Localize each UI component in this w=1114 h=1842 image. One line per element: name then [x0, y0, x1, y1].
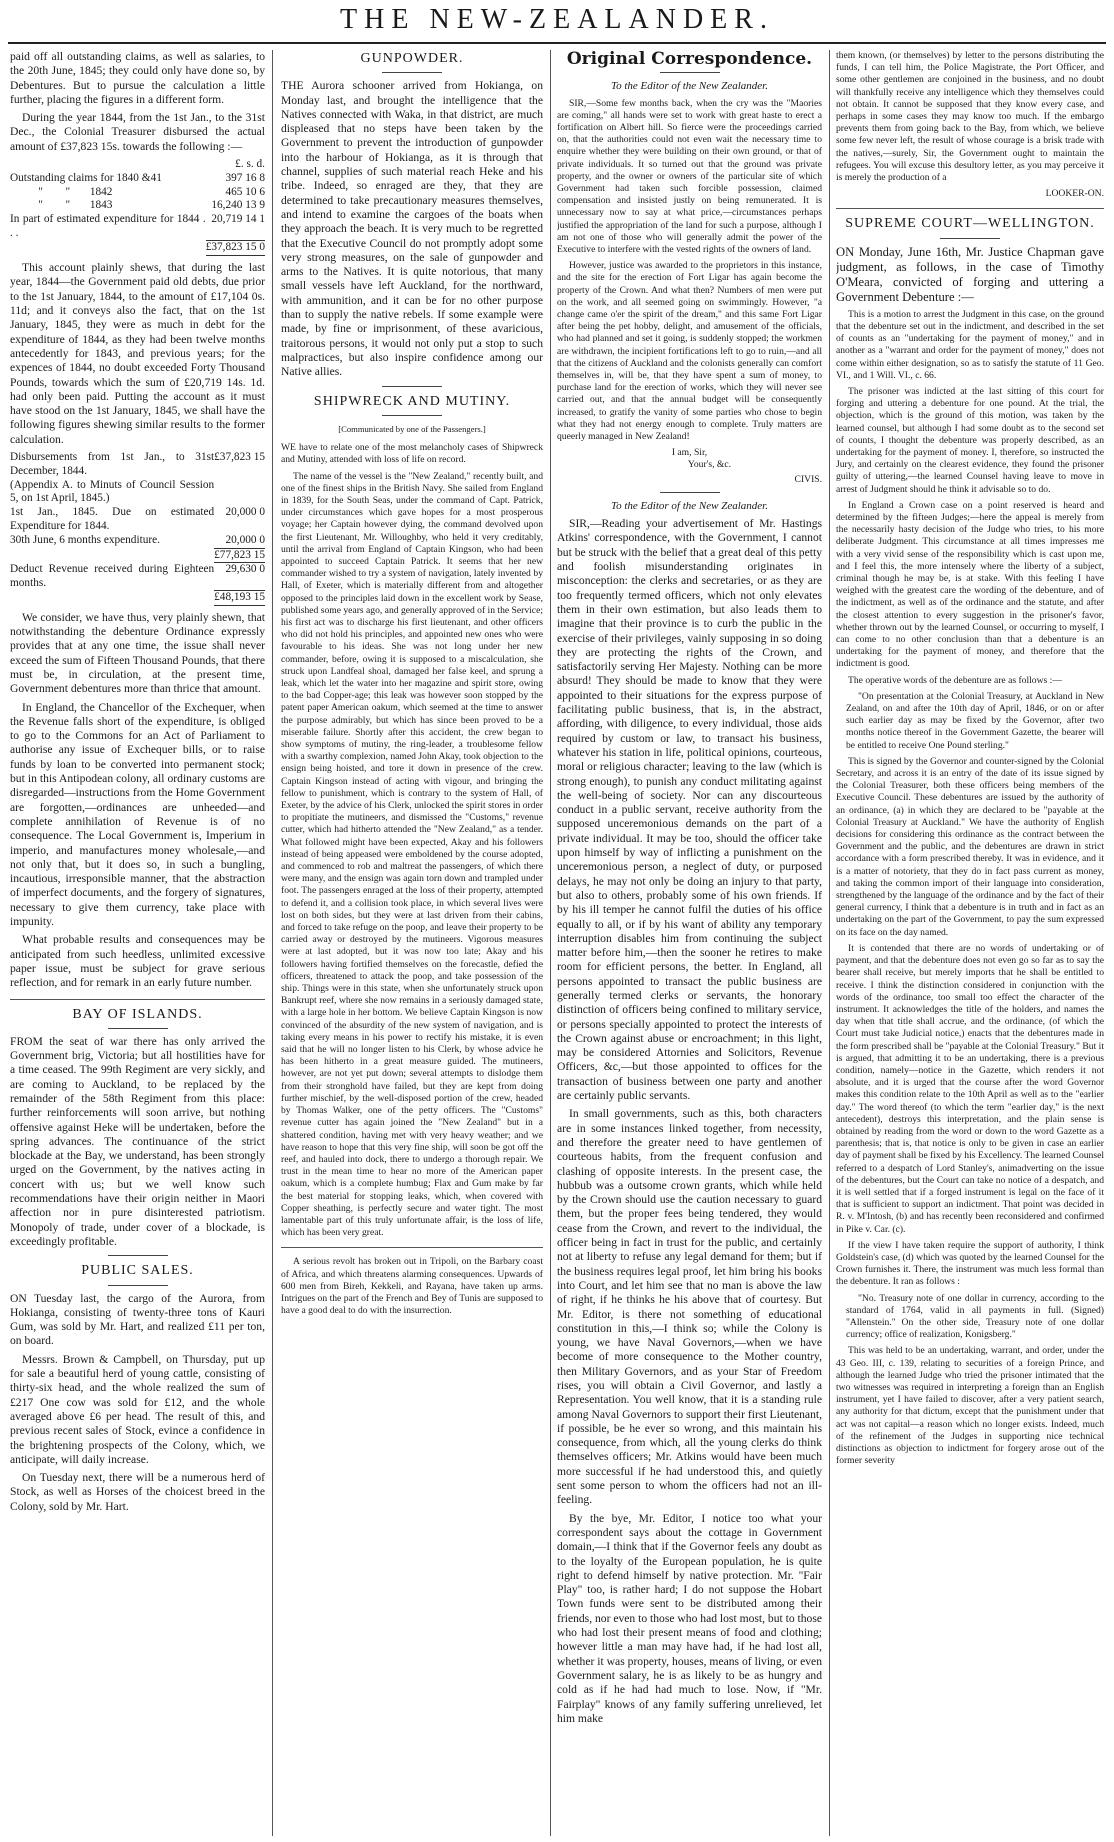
paragraph: A serious revolt has broken out in Tripoli, on the Barbary coast of Africa, and which threatens alarming consequences. Upwards of 600 men from Bireh, Kekkeli, and Rayana, have taken up arms. Intrigues on the part of the French and Bey of Tunis are supposed to have a good deal to do with the insurrection. [281, 1256, 543, 1317]
divider [108, 1028, 168, 1029]
paragraph: FROM the seat of war there has only arrived the Government brig, Victoria; but all hostilities have for a time ceased. The 99th Regiment are very sickly, and are coming to Auckland, to be replaced by the remainder of the 58th Regiment from this place: further reinforcements will soon arrive, but nothing offensive against Heke will be undertaken, before the spring advances. The continuance of the strict blockade at the Bay, we understand, has been strongly urged on the Government, by the natives acting in concert with us; but we well know such recommendations have their origin neither in Maori affection nor in pure disinterested patriotism. Monopoly of trade, under cover of a blockade, is exceedingly profitable. [10, 1034, 265, 1248]
letter-signature: CIVIS. [794, 473, 822, 485]
total-amount: £37,823 15 0 [206, 241, 265, 256]
table-row: In part of estimated expenditure for 1844 . . . 20,719 14 1 [10, 213, 265, 240]
subtotal-amount: £77,823 15 [214, 548, 265, 563]
paragraph: ON Tuesday last, the cargo of the Aurora, from Hokianga, consisting of twenty-three tons of Kauri Gum, was sold by Mr. Hart, and realized £11 per ton, on board. [10, 1291, 265, 1348]
divider [660, 72, 720, 73]
divider [382, 415, 442, 416]
quotation: "On presentation at the Colonial Treasury, at Auckland in New Zealand, on and after the 10th day of April, 1846, or on or after such earlier day as may be fixed by the Governor, after two months notice thereof in the Government Gazette, the bearer will be entitled to receive One Pound sterling." [846, 690, 1104, 751]
paragraph: WE have to relate one of the most melancholy cases of Shipwreck and Mutiny, attended with loss of life on record. [281, 442, 543, 466]
paragraph: SIR,—Some few months back, when the cry was the "Maories are coming," all hands were set to work with great haste to erect a fortification on Albert hill. So fierce were the proceedings carried on, that the authorities could not even wait the necessary time to enquire whether they were building on their own ground, or that of private individuals. It so turned out that the ground was private property, and the owner or owners of the particular site of which Government had taken such forcible possession, claimed compensation and insisted justly on being remunerated. It is unnecessary now to say at what price,—circumstances perhaps justified the appropriation of the land for such a purpose, although I am not one of those who will generally admit the power of the Executive to interfere with the vested rights of the owners of land. [557, 97, 822, 256]
table-row: " " 1843 16,240 13 9 [10, 199, 265, 212]
divider [108, 1285, 168, 1286]
paragraph: The name of the vessel is the "New Zealand," recently built, and one of the finest ships in the British Navy. She sailed from England in 1839, for the South Seas, under the command of Capt. Patrick, under circumstances which gave hopes for a most prosperous voyage; her Captain however dying, the command devolved upon the first Lieutenant, Mr. Willoughby, who held it very creditably, until the arrival from England of Captain Kingson, who had been appointed to succeed Captain Patrick. It seems that her new commander wished to try a system of navigation, lately invented by Hall, of Exeter, which is materially different from and altogether opposed to the principles laid down in the excellent work by Sease, published some years ago, and generally approved of in the Service; his first act was to discharge his first lieutenant, and other officers who did not hold his principles, and appointed new ones who were favourable to his ideas. She was not long under her new commander, before, owing it is supposed to a miscalculation, she struck upon Landfeal shoal, damaged her false keel, and sprung a leak, which let the water into her magazine and spirit store, owing to the bad Copper-age; this leak was however soon stopped by the patent paper American oakum, which seemed at the time to answer the purpose admirably, but which has since been proved to be a miserable failure. Shortly after this accident, the crew began to show symptoms of mutiny, the ring-leader, a troublesome fellow with a swarthy complexion, named John Akay, took objection to the ensign being hoisted, and tore it down in presence of the crew. Captain Kingson instead of acting with vigour, and bringing the fellow to punishment, which is contrary to the system of Hall, of Exeter, by the advice of his Clerk, unlocked the spirit stores in order to propitiate the mutineers, and dismissed the "Customs," revenue cutter, which had hitherto attended the "New Zealand," as a tender. What followed might have been expected, Akay and his followers instead of being appeased were emboldened by the course adopted, and commenced to rob and maltreat the passengers, of which there were many, and the ensign was again torn down and trampled under foot. The passengers enraged at the loss of their property, attempted to defend it, and a collision took place, in which several lives were lost on both sides, but they were at last driven from their cabins, and forced to take refuge on the poop, and leave their property to be carried away or destroyed by the mutineers. Vigorous measures were at last adopted, but it was now too late; Akay and his followers having fortified themselves on the forecastle, defied the officers, threatened to attack the poop, and take possession of the ship. Things were in this state, when she unfortunately struck upon Bankrupt reef, where she now remains in a seriously damaged state, with a large hole in her bottom. We believe Captain Kingson is now convinced of the absurdity of the new system of navigation, and is taking every means in his power to rectify his mistake, it is even said that he will no longer listen to his Clerk, by whose advice he has been hitherto in a great measure guided. The mutineers, however, are not yet put down; several attempts to dislodge them from their stronghold have failed, but they are kept from doing further mischief, by the well-disposed portion of the crew, headed by Thomas Walker, one of the petty officers. The "Customs" revenue cutter has again joined the "New Zealand" but in a shattered condition, having met with very heavy weather; and we have reason to hope that this very fine ship, will soon be got off the reef, and hauled into dock, there to undergo a thorough repair. We trust in the mean time to hear no more of the American paper oakum, which is a complete humbug; Flax and Gum make by far the best material for stopping leaks, which, when covered with Copper sheathing, is perfectly secure and water tight. The most lamentable part of this truly unfortunate affair, is the loss of life, which has been very great. [281, 470, 543, 1239]
lead-paragraph: ON Monday, June 16th, Mr. Justice Chapman gave judgment, as follows, in the case of Timothy O'Meara, convicted of forging and uttering a Government Debenture :— [836, 244, 1104, 304]
paragraph: However, justice was awarded to the proprietors in this instance, and the site for the erection of Fort Ligar has again become the property of the Crown. And what then? Numbers of men were put on the work, and all seemed going on swimmingly. However, "a change came o'er the spirit of the dream," and this same Fort Ligar after being the pet hobby, delight, and amusement of the officials, who had planned and set it going, is suddenly stopped; the workmen are withdrawn, the incipient fortifications left to go to ruin,—and all that the citizens of Auckland and the colonists generally can comfort themselves in, will be, that they have spent a sum of money, to purchase land for the erection of works, which they will never see carried out, and that the annual budget will be consequently increased, to gratify the vanity of some parties who chose to begin what they had not energy enough to complete. Truly matters are queerly managed in New Zealand! [557, 260, 822, 443]
table-row: Disbursements from 1st Jan., to 31st December, 1844. £37,823 15 [10, 451, 265, 477]
table-row: (Appendix A. to Minuts of Council Session 5, on 1st April, 1845.) [10, 478, 215, 505]
divider [940, 238, 1000, 239]
column-1 [10, 50, 265, 1836]
letter-address: To the Editor of the New Zealander. [611, 499, 768, 512]
letter-signature: LOOKER-ON. [1045, 188, 1104, 200]
paragraph: What probable results and consequences may be anticipated from such heedless, unlimited excessive paper issue, must be subject for grave serious reflection, and for remark in an early future number. [10, 933, 265, 990]
paragraph: It is contended that there are no words of undertaking or of payment, and that the debenture does not even go so far as to say the bearer shall receive, but merely imports that he shall be entitled to receive. I think the distinction considered in conjunction with the words of the ordinance, too small too effect the character of the instrument. It acknowledges the title of the holders, and names the day when that title shall accrue, and the ordinance, (of which the Court must take Judicial notice,) enacts that the debentures made in the form prescribed shall be "payable at the Colonial Treasury." But it is argued, that admitting it to be an undertaking, there is a previous condition, namely—notice in the Gazette, which renders it not absolute, and it is urged that the course after the word Governor makes this condition relate to the 10th April as well as to the "earlier day." The word thereof (to which the term "earlier day," is the next antecedent), destroys this interpretation, and the plain sense is obtained by reading from the word or down to the word Gazette as a parenthesis; that is, that notice is only to be given in case an earlier day of payment shall be fixed by his Excellency. The learned Counsel referred to a despatch of Lord Stanley's, animadverting on the issue of the debentures, but the Court can take no notice of a despatch, and it is well settled that if a forged instrument is legal on the face of it that is sufficient to support an indictment. That point was decided in R. v. M'Intosh, (b) and has recently been reconsidered and confirmed in Pike v. Car. (c). [836, 942, 1104, 1235]
paragraph: In England a Crown case on a point reserved is heard and determined by the fifteen Judges;—here the appeal is merely from the necessarily hasty decision of the Judge who tries, to his more deliberate Judgment. This circumstance at all times impresses me with a very vivid sense of the responsibility which is cast upon me, and I feel this, the more intensely where the liberty of a subject, criminal though he may be, is at stake. With this feeling I have weighed with the greatest care the wording of the debenture, and of the indictment, as well as of the ordinance and the statute, and after the closest attention to every suggestion in the prisoner's favor, whether thrown out by the learned Counsel, or occurring to myself, I can come to no other conclusion than that a debenture is an undertaking for the payment of money, and therefore that the indictment is good. [836, 499, 1104, 670]
masthead-rule [8, 42, 1106, 44]
table-row: " " 1842 465 10 6 [10, 185, 265, 198]
letter-closing: I am, Sir, [671, 447, 708, 459]
paragraph: The operative words of the debenture are as follows :— [848, 674, 1062, 686]
section-heading: SUPREME COURT—WELLINGTON. [845, 216, 1095, 232]
section-heading: Original Correspondence. [566, 50, 813, 69]
divider [10, 999, 265, 1000]
paragraph: Messrs. Brown & Campbell, on Thursday, put up for sale a beautiful herd of young cattle, consisting of thirty-six head, and the whole realized the sum of £217 One cow was sold for £12, and the whole averaged above £6 per head. The result of this, and previous recent sales of Stock, evince a confidence in the brightening prospects of the Colony, which, we anticipate, will daily increase. [10, 1352, 265, 1466]
paragraph: SIR,—Reading your advertisement of Mr. Hastings Atkins' correspondence, with the Government, I cannot but be struck with the belief that a great deal of this petty and foolish misunderstanding originates in misconception: the clerks and secretaries, or as they are too frequently termed officers, which not only elevates them in their own estimation, but also leads them to imagine that their province is to curb the public in the exercise of their privileges, vainly supposing in so doing they are protecting the rights of the Crown, and satisfactorily serving Her Majesty. Nothing can be more absurd! They should be made to know that they were appointed to their situations for the express purpose of facilitating public business, that is, in the abstract, affording, with diligence, to every individual, those aids required by custom or law, to transact his business, whatever his station in life, political opinions, courteous, moral or religious character; leaving to the law (which is strong enough), to punish any conduct militating against the well-being of society. Nor can any discourteous conduct in a public servant, receive authority from the supposed unceremonious demands on the part of a private individual. It may be too, should the officer take upon himself by way of inflicting a punishment on the unceremonious person, a neglect of duty, or purposed delays, he may not only be doing an injury to that party, but also to others, probably some of his own friends. If by his ill temper he cannot fulfil the duties of his office equally to all, or if by his want of ability any temporary interruption disables him from continuing the subject matter before him,—then the sooner he retires to make room for efficient persons, the better. In England, all persons appointed to transact the public business are generally termed clerks or servants, the honorary distinction of officers being confined to military service, or persons specially appointed to protect the interests of the Crown against abuse or encroachment; in this light, may be considered Attornies and Solicitors, Revenue Officers, &c,—but those appointed to offices for the transaction of business between one party and another are certainly public servants. [557, 517, 822, 1103]
paragraph: During the year 1844, from the 1st Jan., to the 31st Dec., the Colonial Treasurer disbursed the actual amount of £37,823 15s. towards the following :— [10, 111, 265, 153]
paragraph: If the view I have taken require the support of authority, I think Goldstein's case, (d) which was quoted by the learned Counsel for the Crown furnishes it. There, the instrument was much less formal than the debenture. It ran as follows : [836, 1239, 1104, 1288]
paragraph: THE Aurora schooner arrived from Hokianga, on Monday last, and brought the intelligence that the Natives connected with Waka, in that district, are much displeased that no steps have been taken by the Government to prevent the introduction of gunpowder into the harbour of Hokianga, as it is through that channel, supplies of such material reach Heke and his tribe. Indeed, so enraged are they, that they are determined to take precautionary measures themselves, and intend to examine the cargoes of the boats when they approach the beach. It is very much to be regretted that the Executive Council do not promptly adopt some very strong measures, on the sale of gunpowder and arms to the Natives. It is quite notorious, that many small vessels have left Auckland, for the northward, with ammunition, and it can be for no other purpose than to supply the native rebels. If some example were made, by fine or imprisonment, of these avaricious, traitorous persons, it would not only put a stop to such malpractices, but also inspire confidence among our Native allies. [281, 79, 543, 379]
table-row: Deduct Revenue received during Eighteen months. 29,630 0 [10, 562, 265, 589]
section-heading: PUBLIC SALES. [81, 1263, 194, 1279]
paragraph: them known, (or themselves) by letter to the persons distributing the funds, I can tell him, the Police Magistrate, the Port Officer, and some other gentlemen are conjoined in the business, and no doubt will thankfully receive any intelligence which they themselves could not obtain. It cannot be supposed that they know every case, and perhaps in some cases they may know too much. If the embargo prevents them from going back to the Bay, from which, we believe some few never left, the result of whose courage is a brisk trade with the natives,—surely, Sir, the Government ought to maintain the refugees. You will excuse this desultory letter, as you may perceive it is merely the production of a [836, 50, 1104, 184]
column-rule [550, 50, 551, 1836]
paragraph: In small governments, such as this, both characters are in some instances linked together, from necessity, and therefore the greater need to have gentlemen of courteous habits, from the frequent confusion and clashing of opposite interests. In the present case, the hubbub was a outsome crown grants, which while held by the Crown should use the caution necessary to guard them, but the proper fees being tendered, they would cease from the Crown, and revert to the individual, the officer being in fact in trust for the public, and certainly not at liberty to refuse any legal demand for them; but if the business requires legal proof, let him bring his books into Court, and let him see that no man is above the law of right, if he thinks he his above that of courtesy. But Mr. Editor, is there not something of educational constitution in this,—I think so; while the Colony is young, we have Naval Governors,—when we have become of more consequence to the Mother country, then Military Governors, and as your Star of Freedom rises, you will obtain a Civil Governor, and lastly a Representation. You well know, that it is a standing rule among Naval Governors to support their first Lieutenant, if possible, be he ever so wrong, and this maintain his consequence, from which, all the young clerks do think themselves officers; Mr. Atkins would have been much more successful if he had understood this, and quietly sent some person to whom the officers had not an ill-feeling. [557, 1107, 822, 1507]
divider [281, 1247, 543, 1248]
table-row: 1st Jan., 1845. Due on estimated Expenditure for 1844. 20,000 0 [10, 506, 265, 532]
paragraph: In England, the Chancellor of the Exchequer, when the Revenue falls short of the expenditure, is obliged to go to the Commons for an Act of Parliament to authorise any issue of Exchequer bills, or to raise funds by loan to be converted into permanent stock; but in this Antipodean colony, all ordinary customs are disregarded—instructions from the Home Government are forgotten,—ordinances are unheeded—and complete annihilation of Revenue is of no consequence. The Local Government is, Imperium in imperio, and manufactures money wholesale,—and not only that, but it does so, in such a bungling, incautious, irresponsible manner, that the abstraction of imperfect documents, and the forgery of signatures, necessary to give them currency, take place with impunity. [10, 700, 265, 929]
paragraph: This is signed by the Governor and counter-signed by the Colonial Secretary, and across it is an entry of the date of its issue signed by the Colonial Treasurer, both these officers being members of the Executive Council. These debentures are issued by the authority of an ordinance, (a) in which they are declared to be "payable at the Colonial Treasury at Auckland." We have the authority of English decisions for considering this ordinance as the contract between the Government and the public, and the debentures are drawn in strict accordance with a form prescribed thereby. It was in evidence, and it is a matter of notoriety, that they do in fact pass current as money, and taking the common import of their language into consideration, strengthened by the language of the ordinance and by the fact of their general currency, I think that a debenture is in truth and in fact as an undertaking on the part of the Government, to pay the sum expressed on its face on the day named. [836, 755, 1104, 938]
paragraph: The prisoner was indicted at the last sitting of this court for forging and uttering a debenture for one pound. At the trial, the objection, which is the ground of this motion, was taken by the learned counsel, but although I had some doubt as to the second set of counts, I thought the debenture was properly described, as an undertaking for the payment of money. I, therefore, so instructed the Jury, and certainly on the clearest evidence, they found the prisoner guilty of uttering,—the learned Counsel having leave to move in arrest of Judgment should he think it advisable so to do. [836, 385, 1104, 495]
table-row: 30th June, 6 months expenditure. 20,000 0 [10, 533, 265, 546]
letter-closing: Your's, &c. [687, 459, 732, 471]
newspaper-title: THE NEW-ZEALANDER. [340, 4, 774, 35]
paragraph: By the bye, Mr. Editor, I notice too what your correspondent says about the cottage in Government domain,—I think that if the Governor feels any doubt as to the loyalty of the European population, he is quite right to defend himself by native protection. Mr. "Fair Play" too, is rather hard; I do not suppose the Hobart Town funds were sent to be distributed among their friends, nor even to those who had lost most, but to those who had lost their present means of food and clothing; however little a man may have had, if he had lost all, whether it was property, houses, means of living, or even Government salary, he is as likely to be as hungry and cold as if he had had much to lose. Now, if "Mr. Fairplay" knows of any family suffering unrelieved, let him make [557, 1511, 822, 1725]
section-heading: SHIPWRECK AND MUTINY. [313, 393, 511, 409]
accounts-table-2 [10, 451, 265, 606]
letter-address: To the Editor of the New Zealander. [611, 80, 768, 93]
quotation: "No. Treasury note of one dollar in currency, according to the standard of 1764, valid in all payments in full. (Signed) "Allenstein." On the other side, Treasury note of one dollar currency; office of realization, Konigsberg." [846, 1292, 1104, 1341]
divider [836, 208, 1104, 209]
table-row: Outstanding claims for 1840 &41 397 16 8 [10, 171, 265, 184]
paragraph: This account plainly shews, that during the last year, 1844—the Government paid old debts, due prior to the 1st January, 1844, to the amount of £17,104 0s. 11d; and it conveys also the fact, that on the 1st January, 1845, they were as much in debt for the expenditure of 1844, as they had been twelve months antecedently for 1843, and previous years; for the expences of 1844, no doubt exceeded Forty Thousand Pounds, towards which the sum of £20,719 14s. 1d. had only been paid. Putting the account as it must have stood on the 1st January, 1845, we shall have the following figures shewing similar results to the former calculation. [10, 261, 265, 446]
column-2 [281, 50, 543, 1836]
paragraph: paid off all outstanding claims, as well as salaries, to the 20th June, 1845; they could only have done so, by Debentures. But to pursue the calculation a little further, placing the figures in a different form. [10, 50, 265, 106]
section-heading: BAY OF ISLANDS. [72, 1006, 203, 1022]
column-4 [836, 50, 1104, 1836]
divider [660, 492, 720, 493]
divider [382, 386, 442, 387]
attribution-note: [Communicated by one of the Passengers.] [338, 423, 486, 434]
divider [108, 1255, 168, 1256]
paragraph: We consider, we have thus, very plainly shewn, that notwithstanding the debenture Ordinance expressly provides that at any one time, the issue shall never exceed the sum of Fifteen Thousand Pounds, that there must be, in circulation, at the present time, Government debentures more than thrice that amount. [10, 610, 265, 696]
paragraph: On Tuesday next, there will be a numerous herd of Stock, as well as Horses of the choicest breed in the Colony, sold by Mr. Hart. [10, 1471, 265, 1513]
paragraph: This is a motion to arrest the Judgment in this case, on the ground that the debenture set out in the indictment, and described in the set of counts as an "undertaking for the payment of money," and in another as a "warrant and order for the payment of money," does not come within either designation, so as to satisfy the statute of 11 Geo. VI., and 1 Will. VI., c. 66. [836, 308, 1104, 381]
section-heading: GUNPOWDER. [360, 51, 464, 66]
column-rule [272, 50, 273, 1836]
total-amount: £48,193 15 [214, 590, 265, 605]
accounts-table-1 [10, 158, 265, 256]
column-rule [829, 50, 830, 1836]
paragraph: This was held to be an undertaking, warrant, and order, under the 43 Geo. III, c. 139, relating to securities of a foreign Prince, and although the learned Judge who tried the prisoner intimated that the two witnesses was required in interpreting a foreign than an English instrument, yet I have failed to discover, after a very patient search, any authority for that dictum, except that the punishment under that act was not capital—a reason which no longer exists. Indeed, much of the refinement of the Judges in supporting nice technical distinctions as objection to indictment for forgery arose out of the former severity [836, 1345, 1104, 1467]
units-header: £. s. d. [235, 158, 265, 171]
masthead [0, 0, 1114, 44]
divider [382, 72, 442, 73]
column-3 [557, 50, 822, 1836]
